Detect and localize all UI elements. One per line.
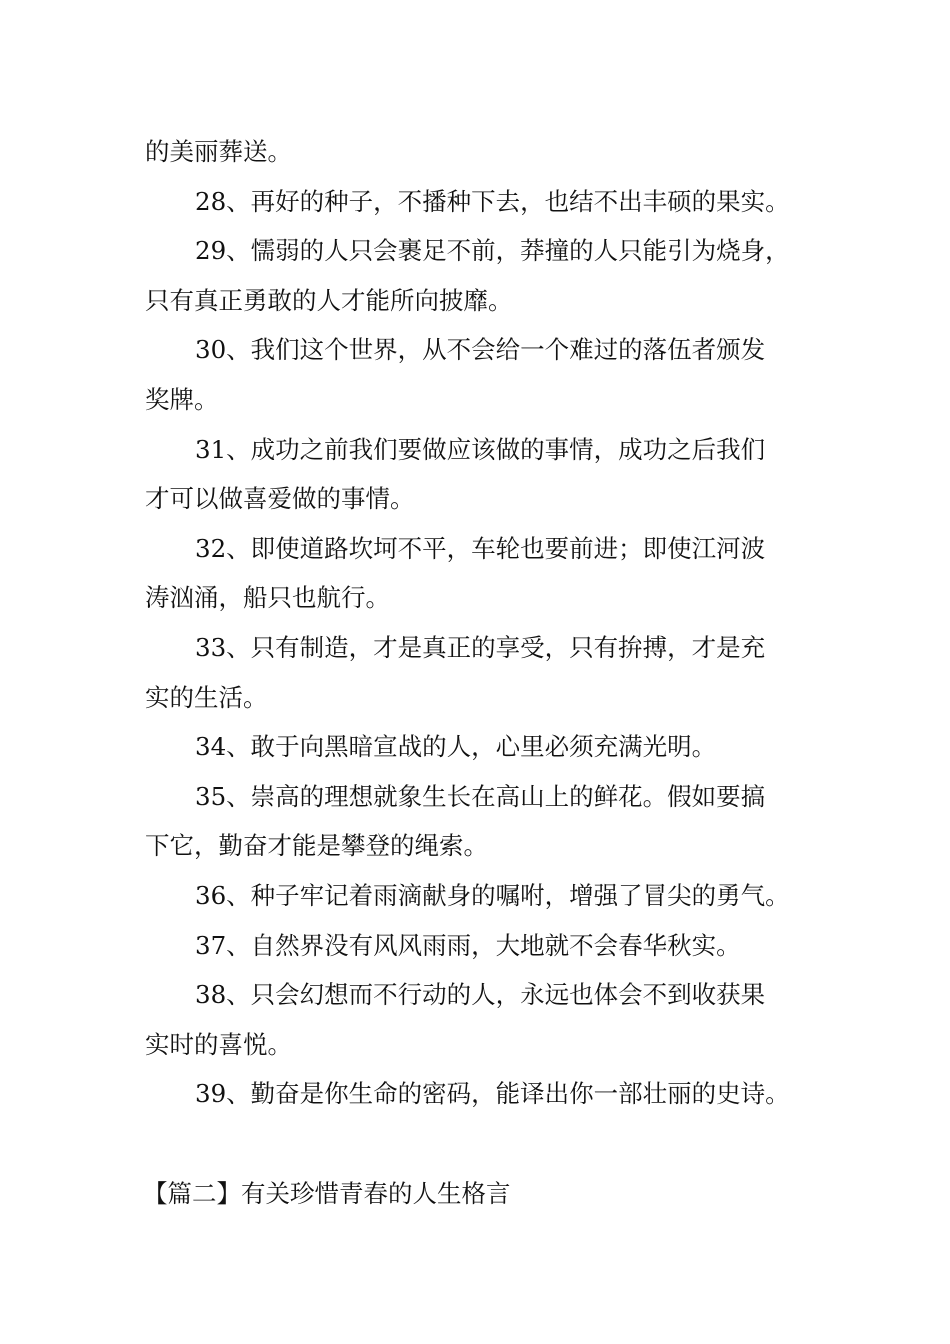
quote-29-line-1: 29、懦弱的人只会裹足不前，莽撞的人只能引为烧身， — [195, 236, 790, 266]
quote-34-line-1: 34、敢于向黑暗宣战的人，心里必须充满光明。 — [195, 732, 717, 762]
quote-38-line-2: 实时的喜悦。 — [145, 1029, 292, 1059]
quote-32-line-1: 32、即使道路坎坷不平，车轮也要前进；即使江河波 — [195, 533, 766, 563]
quote-36-line-1: 36、种子牢记着雨滴献身的嘱咐，增强了冒尖的勇气。 — [195, 880, 790, 910]
section-gap — [145, 1119, 810, 1169]
quote-29-line-2: 只有真正勇敢的人才能所向披靡。 — [145, 285, 513, 315]
quote-38-line-1: 38、只会幻想而不行动的人，永远也体会不到收获果 — [195, 980, 766, 1010]
quote-33-line-1: 33、只有制造，才是真正的享受，只有拚搏，才是充 — [195, 632, 766, 662]
quote-35-line-2: 下它，勤奋才能是攀登的绳索。 — [145, 831, 488, 861]
quote-35-line-1: 35、崇高的理想就象生长在高山上的鲜花。假如要搞 — [195, 781, 766, 811]
quote-33-line-2: 实的生活。 — [145, 682, 268, 712]
quote-28-line-1: 28、再好的种子，不播种下去，也结不出丰硕的果实。 — [195, 186, 790, 216]
quote-31-line-1: 31、成功之前我们要做应该做的事情，成功之后我们 — [195, 434, 766, 464]
quote-30-line-2: 奖牌。 — [145, 384, 219, 414]
quote-31-line-2: 才可以做喜爱做的事情。 — [145, 484, 415, 514]
quote-32-line-2: 涛汹涌，船只也航行。 — [145, 583, 390, 613]
quote-39-line-1: 39、勤奋是你生命的密码，能译出你一部壮丽的史诗。 — [195, 1079, 790, 1109]
document-body — [145, 127, 810, 1218]
quote-30-line-1: 30、我们这个世界，从不会给一个难过的落伍者颁发 — [195, 335, 766, 365]
text-line: 的美丽葬送。 — [145, 137, 292, 166]
section-heading: 【篇二】有关珍惜青春的人生格言 — [143, 1178, 511, 1208]
quote-37-line-1: 37、自然界没有风风雨雨，大地就不会春华秋实。 — [195, 930, 741, 960]
